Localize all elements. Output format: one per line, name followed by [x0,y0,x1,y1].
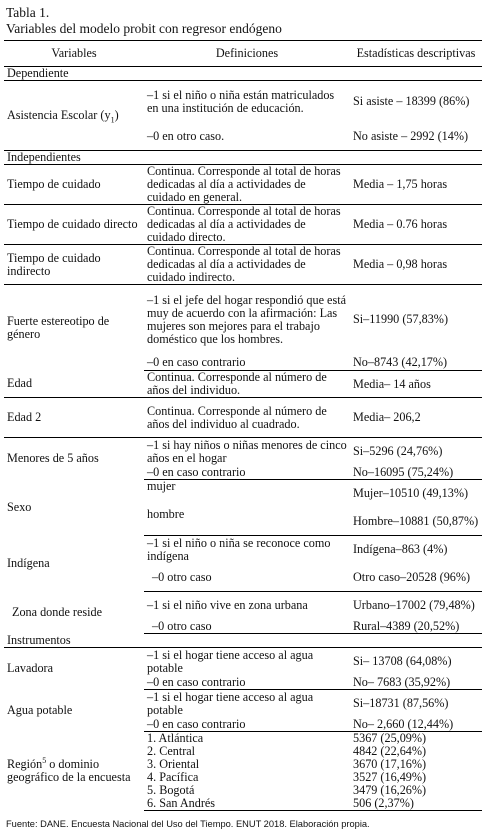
stat-cell: 3670 (17,16%) [353,757,427,771]
def-cell: –1 si el jefe del hogar respondió que está muy de acuerdo con la afirmación: Las mujeres son mejores para el trabajo doméstico que los hombres. [147,292,346,346]
def-cell: –1 si el niño o niña están matriculados en una institución de educación. [147,87,335,115]
var-cell: Agua potable [7,703,73,718]
table-row [4,690,482,718]
table-footnote: Fuente: DANE. Encuesta Nacional del Uso del Tiempo. ENUT 2018. Elaboración propia. [6,819,370,829]
table-row [4,165,482,205]
var-asistencia: Asistencia Escolar $(y_1)$ [7,108,119,125]
section-independientes [4,151,482,165]
var-cell: Sexo [7,500,32,515]
header-definiciones: Definiciones [144,41,350,67]
stat-cell: No–16095 (75,24%) [350,466,482,480]
table-row [4,732,482,745]
stat-cell: Media – 0,98 horas [350,245,482,285]
stat-cell: Hombre–10881 (50,87%) [350,508,482,536]
def-cell: 4. Pacífica [147,770,199,784]
section-label: Dependiente [4,67,482,81]
stat-cell: Si– 13708 (64,08%) [353,654,452,669]
stat-cell: 4842 (22,64%) [353,744,427,758]
var-cell: Indígena [7,556,50,571]
stat-cell: 3527 (16,49%) [353,770,427,784]
def-cell: –0 en otro caso. [147,128,225,143]
stat-cell: 3479 (16,26%) [353,783,427,797]
def-cell: 2. Central [147,744,196,758]
var-cell: Edad [4,371,144,398]
def-cell: –1 si el niño o niña se reconoce como indígena [147,535,331,563]
var-cell: Fuerte estereotipo de género [7,313,110,341]
section-label: Instrumentos [4,634,482,648]
var-cell: Lavadora [7,661,54,676]
def-cell: –1 si el niño vive en zona urbana [147,598,308,613]
table-caption-number: Tabla 1. [6,5,50,20]
table-row [4,592,482,620]
def-cell: 1. Atlántica [147,731,204,745]
def-cell: Continua. Corresponde al total de horas dedicadas al día a actividades de cuidado directo. [144,205,350,245]
section-dependiente [4,67,482,81]
var-cell: Menores de 5 años [7,451,99,466]
var-cell: Edad 2 [4,398,144,438]
def-cell: Continua. Corresponde al total de horas dedicadas al día a actividades de cuidado indirecto. [144,245,350,285]
stat-cell: Media– 206,2 [350,398,482,438]
var-cell: Tiempo de cuidado directo [4,205,144,245]
def-cell: Continua. Corresponde al total de horas dedicadas al día a actividades de cuidado en general. [144,165,350,205]
stat-cell: 5367 (25,09%) [353,731,427,745]
def-cell: –0 en caso contrario [144,466,350,480]
stat-cell: Si asiste – 18399 (86%) [353,94,470,109]
header-variables: Variables [4,41,144,67]
var-cell: Zona donde reside [12,605,103,620]
table-row [4,648,482,676]
stat-cell: Si–5296 (24,76%) [353,444,443,459]
stat-cell: Media– 14 años [350,371,482,398]
var-cell: Tiempo de cuidado indirecto [4,245,144,285]
header-estadisticas: Estadísticas descriptivas [350,41,482,67]
def-cell: –0 en caso contrario [144,355,350,371]
stat-cell: Indígena–863 (4%) [353,542,448,557]
stat-cell: No–8743 (42,17%) [350,355,482,371]
table-row [4,536,482,564]
def-cell: –0 en caso contrario [144,676,350,690]
def-cell: –0 otro caso [144,620,350,634]
def-cell: –1 si el hogar tiene acceso al agua potable [147,689,314,717]
def-cell: Continua. Corresponde al número de años del individuo al cuadrado. [144,398,350,438]
header-row [4,41,482,67]
def-cell: –1 si hay niños o niñas menores de cinco años en el hogar [147,437,347,465]
var-region: Región$^5$ o dominio geográfico de la encuesta [7,755,131,784]
def-cell: hombre [144,508,350,536]
def-cell: mujer [147,479,176,493]
variables-table [4,40,482,811]
table-row [4,81,482,123]
def-cell: –1 si el hogar tiene acceso al agua potable [147,647,314,675]
stat-cell: Rural–4389 (20,52%) [350,620,482,634]
def-cell: Continua. Corresponde al número de años del individuo. [144,371,350,398]
stat-cell: Si–11990 (57,83%) [353,312,449,327]
table-row [4,371,482,398]
table-row [4,205,482,245]
table-row [4,480,482,508]
stat-cell: Otro caso–20528 (96%) [350,564,482,592]
stat-cell: Media – 0.76 horas [350,205,482,245]
def-cell: 3. Oriental [147,757,200,771]
stat-cell: Urbano–17002 (79,48%) [353,598,475,613]
def-cell: 5. Bogotá [147,783,195,797]
table-row [4,438,482,466]
stat-cell: Media – 1,75 horas [350,165,482,205]
section-instrumentos [4,634,482,648]
stat-cell: 506 (2,37%) [350,797,482,810]
section-label: Independientes [4,151,482,165]
stat-cell: No– 2,660 (12,44%) [350,718,482,732]
table-row [4,398,482,438]
table-row [4,245,482,285]
def-cell: –0 otro caso [144,564,350,592]
stat-cell: No asiste – 2992 (14%) [353,128,469,143]
stat-cell: Mujer–10510 (49,13%) [353,486,469,501]
def-cell: 6. San Andrés [144,797,350,810]
table-row [4,285,482,355]
stat-cell: No– 7683 (35,92%) [350,676,482,690]
def-cell: –0 en caso contrario [144,718,350,732]
var-cell: Tiempo de cuidado [4,165,144,205]
table-caption-title: Variables del modelo probit con regresor endógeno [6,21,282,36]
stat-cell: Si–18731 (87,56%) [353,696,449,711]
